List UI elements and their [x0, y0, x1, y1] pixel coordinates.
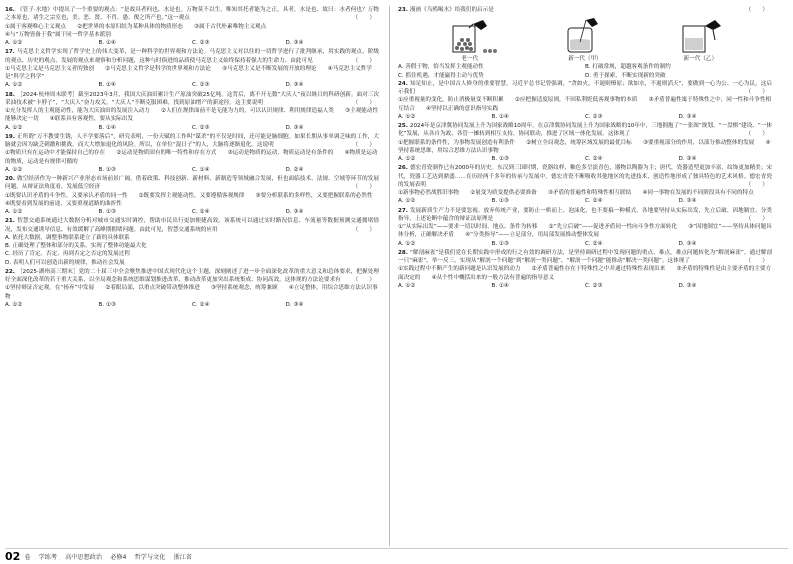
question-26: [398, 164, 772, 205]
question-stem: 发展新质生产力不是要忽视、放弃传统产业，要防止一哄而上、泡沫化，也不要搞一种模式。各地要坚持从实际出发，先立后破、因地制宜、分类指导。上述论断中蕴含的辩证法原理是: [398, 207, 772, 222]
option-b[interactable]: B. 打破常规，超越客观条件的制约: [585, 64, 671, 71]
question-stem-block: [398, 207, 772, 224]
question-18: [5, 91, 379, 132]
options-row: [398, 240, 772, 248]
answer-blank: （ ）: [745, 215, 768, 222]
statement-line: ①物质只有在运动中才能保持自己的存在 ②运动是物质固有的唯一特性和存在方式 ③运动是物质的运动，物质运动是有条件的 ④物质是运动的物质，运动是有规律可循的: [5, 150, 378, 165]
option-a[interactable]: A. ①②: [5, 82, 23, 89]
question-stem: 漫画《乌鸦喝水》给我们的启示是: [409, 7, 494, 13]
answer-blank: （ ）: [352, 142, 375, 148]
option-b[interactable]: B. ①④: [98, 82, 116, 89]
option-a[interactable]: A. ①②: [398, 156, 416, 162]
answer-blank: （ ）: [352, 226, 375, 233]
question-number: 28.: [398, 249, 408, 256]
answer-blank: （ ）: [745, 89, 768, 95]
option-b[interactable]: B. ①④: [98, 124, 116, 131]
options-row: [398, 282, 772, 290]
statement-line: ①把握联系的条件性，为事物发展创造有利条件 ②树立全局观念，统筹区域发展的最优目标 ③要重视部分的作用，以部分推动整体的发展 ④坚持系统思维，用综合思维方法认识事物: [398, 139, 771, 154]
question-number: 27.: [398, 207, 408, 214]
question-stem: 做空经济作为一种新兴产业形态市场前景广阔，借着政策、科技创新、新材料、新制造等领域融合发展，但也面临技术、法规、空域等环节的发展问题。从辩证法角度看，发展低空经济: [5, 176, 379, 191]
options-row: [5, 166, 379, 174]
option-c[interactable]: C. ②④: [192, 209, 210, 215]
option-d[interactable]: D. ③④: [678, 282, 697, 289]
question-20: [5, 175, 384, 216]
question-28: [398, 249, 772, 290]
question-stem-block: [5, 268, 379, 285]
question-stem: 智慧交通系统通过大数据分析对城市交通实时调控，帮助市民出行更加便捷高效。该系统可以通过实时路况信息、车流量等数据预测交通拥堵情况，发布交通诱导信息，有效缓解了高峰期拥堵问题。由此可见，智慧交通系统的应用: [5, 218, 379, 233]
answer-blank: （ ）: [352, 15, 375, 22]
question-stem: 知足知止，是中国古人修身的重要智慧。习近平总书记曾强调，“贪如火，不遏则燎原；欲如水，不遏则滔天”，要做到一心为公、一心为民。这启示我们: [398, 80, 772, 95]
caption-new-b: 新一代（乙）: [683, 56, 718, 63]
question-23: [398, 6, 772, 14]
option-c[interactable]: C. ②③: [585, 113, 603, 120]
question-stem: 《管子·水地》中提出了一个重要的观点：“是故具者何也，水是也。万物莫不以生，唯知其托者能为之正，具者，水是也。故曰：水者何也？万物之本原也，诸生之宗室也，美、恶、贤、不肖、愚、俊之所产也。”这一观点: [5, 7, 379, 22]
question-16: [5, 6, 379, 47]
question-number: 16.: [5, 7, 15, 13]
footer-item: 学练考: [38, 553, 58, 561]
option-b[interactable]: B. ①③: [98, 301, 116, 308]
option-c[interactable]: C. ①④: [192, 166, 210, 173]
crow-pitcher-tilt-icon: [665, 18, 735, 54]
cartoon-panel-new-b: [665, 18, 735, 62]
statement-line: ①马克思主义是马克思主义者的独创 ②马克思主义哲学是科学的世界观和方法论 ③马克思主义是不断发展的开放的理论 ④马克思主义哲学是“科学之科学”: [5, 65, 372, 80]
statement-line: ①新事物必然战胜旧事物 ②量变为质变提供必要准备 ③矛盾的普遍性和特殊性相互联结 ④同一事物在发展的不同阶段具有不同的特点: [398, 190, 754, 196]
question-17: [5, 48, 379, 89]
left-column: [5, 6, 384, 310]
footer-item: 哲学与文化: [134, 553, 166, 561]
option-c[interactable]: C. ②④: [585, 156, 603, 162]
options-row: [5, 81, 379, 89]
option-a[interactable]: A. ①②: [398, 113, 416, 120]
option-d[interactable]: D. ③④: [678, 240, 697, 247]
question-27: [398, 207, 772, 248]
caption-new-a: 新一代（甲）: [568, 56, 602, 63]
answer-blank: （ ）: [352, 57, 375, 64]
option-d[interactable]: D. 勇于探索，不断实现新的突破: [585, 72, 666, 79]
question-stem-block: [398, 164, 772, 189]
option-a[interactable]: A. ①②: [398, 240, 416, 247]
question-stem-block: [398, 80, 772, 97]
question-stem: 2024年是京津冀协同发展上升为国家战略10周年。在京津冀协同发展上升为国家战略的10年中，三地拥抱了“一张图”规划、“一盘棋”建设、“一体化”发展，从各自为政、各管一摊转到相互支持、协同联动，推进了区域一体化发展。这体现了: [398, 123, 772, 138]
option-b[interactable]: B. 正确处理了整体和部分的关系，实现了整体功能最大化: [5, 243, 147, 249]
option-c[interactable]: C. ②④: [585, 198, 603, 205]
cartoon-panel-new-a: [550, 18, 620, 62]
option-a[interactable]: A. ①②: [5, 209, 23, 215]
options-row: [5, 124, 379, 132]
question-number: 23.: [398, 7, 408, 13]
page-footer: [5, 548, 788, 563]
option-b[interactable]: B. ①③: [98, 166, 116, 173]
cartoon-figure: [412, 16, 758, 62]
question-stem-block: [5, 48, 379, 65]
answer-blank: （ ）: [352, 184, 375, 191]
question-stem: “解剖麻雀”是我们党在长期实践中形成的行之有效的调研方法，是坚持调研过程中发现问题的重点、难点，难点问题转化为“解剖麻雀”。通过解剖一只“麻雀”，举一反三，实现从“解剖一个问题”到“解剖一类问题”，“解剖一个问题”能推动“解决一类问题”。这体现了: [398, 249, 772, 264]
question-stem-block: [398, 249, 772, 266]
option-d[interactable]: D. ③④: [285, 40, 304, 46]
answer-blank: （ ）: [352, 99, 375, 106]
question-number: 26.: [398, 165, 408, 172]
option-d[interactable]: D. 表明人们可以创造出新的规律，推动社会发展: [5, 259, 125, 266]
options-row: [5, 234, 379, 267]
option-d[interactable]: D. ③④: [678, 113, 697, 120]
q23-options: [398, 63, 772, 80]
question-number: 21.: [5, 218, 15, 225]
question-stem-block: [5, 133, 379, 150]
question-24: [398, 80, 772, 121]
question-number: 22.: [5, 268, 15, 275]
question-stem-block: [5, 175, 379, 192]
question-25: [398, 122, 772, 163]
option-c[interactable]: C. ②④: [585, 240, 603, 247]
question-stem-block: [5, 91, 379, 108]
option-b[interactable]: B. ①④: [491, 282, 509, 289]
options-row: [5, 301, 379, 309]
question-22: [5, 268, 379, 309]
option-d[interactable]: D. ③④: [678, 156, 697, 162]
option-c[interactable]: C. ②③: [192, 40, 210, 46]
footer-item: 卷: [24, 553, 31, 561]
crow-pitcher-stones-icon: [435, 18, 505, 54]
page-number: 02: [5, 549, 21, 563]
question-number: 19.: [5, 133, 15, 140]
options-row: [398, 155, 772, 163]
question-stem: 马克思主义哲学实现了哲学史上的伟大变革，是一种科学的世界观和方法论。马克思主义对以往的一切哲学进行了批判继承，用实践的观点、阶级的观点、历史的观点、发展的观点来观察和分析问题，这种与时俱进的品质使马克思主义始终保持着强大的生命力。由此可见: [5, 49, 379, 64]
option-a[interactable]: A. ①②: [398, 198, 416, 205]
answer-blank: （ ）: [745, 258, 768, 264]
question-number: 18.: [5, 91, 15, 98]
statement-line: ①实践过程中不断产生的新问题是认识发展的动力 ②矛盾普遍性存在于特殊性之中并通过特殊性表现出来 ③矛盾的特殊性是由主要矛盾的主要方面决定的 ④从个性中概括出来的一般方法有普遍的指导意义: [398, 266, 772, 281]
cartoon-panel-old: [435, 18, 505, 62]
options-row: [398, 197, 772, 205]
option-b[interactable]: B. ①③: [491, 156, 509, 162]
question-stem: ［2024·杭州周末联考］截至2023年3月，我国大庆油田累计生产原油突破25亿吨。这背后，离不开无数“大庆人”夜以继日的科研创新。面对三次采油技术被“卡脖子”，“大庆人”奋力攻关，“大庆人”不断克服困难，找到原油增产的新途径。这主要说明: [5, 91, 379, 106]
option-c[interactable]: C. 抓住机遇，才能赢得主动与优势: [398, 72, 484, 79]
question-number: 17.: [5, 49, 15, 56]
footer-item: 必修4: [110, 553, 127, 561]
option-d[interactable]: D. ③④: [678, 198, 697, 205]
right-questions: [398, 80, 772, 290]
option-a[interactable]: A. ①②: [5, 124, 23, 131]
answer-blank: （ ）: [745, 181, 768, 188]
statement-line: ①属于客观唯心主义观点 ②把世界的本原归结为某种具体的物质形态 ③属于古代朴素唯物主义观点: [5, 23, 267, 30]
option-b[interactable]: B. ①③: [491, 198, 509, 205]
footer-item: 高中思想政治: [65, 553, 103, 561]
option-d[interactable]: D. ③④: [285, 209, 304, 215]
statement-line: ①充分发挥人的主观能动性，能为大庆油田的发展注入动力 ②人们在规律面前不是无能为力的，可以认识规律、利用规律造福人类 ③主观能动性能够决定一切 ④联系具有客观性，要从实际出发: [5, 108, 379, 123]
option-c[interactable]: C. ②③: [192, 82, 210, 89]
question-number: 20.: [5, 176, 15, 182]
option-a[interactable]: A. ①②: [5, 301, 23, 308]
option-b[interactable]: B. ①③: [491, 240, 509, 247]
options-row: [5, 39, 379, 47]
question-stem-block: [398, 122, 772, 139]
option-c[interactable]: C. ②④: [192, 301, 210, 308]
option-d[interactable]: D. ③④: [285, 82, 304, 89]
option-a[interactable]: A. ①②: [5, 166, 23, 173]
option-d[interactable]: D. ③④: [285, 124, 304, 131]
question-21: [5, 217, 379, 267]
option-a[interactable]: A. 依托大数据，调整事物联系建立了新的具体联系: [5, 234, 130, 241]
question-stem-block: [5, 217, 379, 234]
option-a[interactable]: A. 善假于物，恰当发挥主观能动性: [398, 64, 484, 71]
right-column: [398, 6, 772, 291]
question-19: [5, 133, 379, 174]
statement-line: ④与“万物皆备于我”属于同一哲学基本派别: [5, 31, 111, 38]
question-stem-block: [5, 6, 379, 23]
answer-blank: （ ）: [745, 7, 768, 13]
answer-blank: （ ）: [352, 277, 375, 283]
footer-item: 浙江省: [173, 553, 192, 561]
options-row: [5, 208, 379, 216]
statement-line: ①既要认识矛盾的斗争性，又要承认矛盾的同一性 ②既要发挥主观能动性，又要遵循客观规律 ③要分析联系的多样性，又要把握联系的必然性 ④既要看到发展的前途，又要重视道路的曲折性: [5, 192, 384, 207]
option-c[interactable]: C. ②③: [585, 282, 603, 289]
crow-straw-icon: [550, 18, 620, 54]
option-b[interactable]: B. ①③: [98, 209, 116, 215]
option-d[interactable]: D. ②④: [285, 166, 304, 173]
answer-blank: （ ）: [745, 131, 768, 138]
option-a[interactable]: A. ①②: [398, 282, 416, 289]
question-stem: ［2025·湖州高三期末］党的二十届三中全会聚焦推进中国式现代化这个主题，深刻阐述了进一步全面深化改革的重大意义和总体要求，把握处理好全面深化改革的若干重大关系，以全局观念和系统思维谋划推进改革，推动改革更加突出系统集成、协同高效。这体现的方法论要求有: [5, 268, 379, 283]
statement-line: ①“从实际出发”——要求一切以时间、地点、条件为转移 ②“先立后破”——促进矛盾同一性向斗争性方面转化 ③“因地制宜”——坚持具体问题具体分析，正确解决矛盾 ④“分类指导”——立足部分，用局部发展推动整体发展: [398, 224, 772, 239]
option-b[interactable]: B. ①④: [98, 40, 116, 46]
option-c[interactable]: C. 经历了肯定、否定、再到否定之否定的发展过程: [5, 251, 130, 258]
option-b[interactable]: B. ①④: [491, 113, 509, 120]
question-number: 24.: [398, 80, 408, 87]
statement-line: ①应重视量的变化，防止消极量变不断积累 ②应把握适度原则，不因私利贬低客观事物的本质 ③矛盾普遍性寓于特殊性之中，同一性和斗争性相互结合 ④坚持以正确的意识指导实践: [398, 97, 772, 112]
option-d[interactable]: D. ③④: [285, 301, 304, 308]
option-a[interactable]: A. ①②: [5, 40, 23, 46]
question-stem: 正所谓“万不教要生锈，人不学要落后”，研究表明，一份天赋的工作叫“谋杀”的不仅是时间，还可能是脑细胞。如果长期从事单调乏味的工作，大脑就会因为缺乏刺激和挑战，而大大增加退化的风险。所以，在单位“混日子”的人，大脑将逐渐退化。这说明: [5, 133, 379, 148]
options-row: [398, 113, 772, 121]
question-stem: 德宏青瓷制作已有2000年的历史。东汉到三国时期，瓷器纹样，釉色多呈淡青色，器物以陶器为主；唐代，瓷器造型更加丰富，纹饰更加精美；宋代，瓷器工艺达到鼎盛……在历经两千多年的传承与发展中，德宏青瓷不断吸收其他地区的先进技术，创造性地形成了独具特色的艺术风格。德宏青瓷的发展表明: [398, 165, 772, 188]
column-divider: [389, 6, 390, 546]
question-number: 25.: [398, 123, 408, 129]
option-c[interactable]: C. ②③: [192, 124, 210, 131]
statement-line: ①坚持辩证否定观，在“扬弃”中发展 ②着眼局部，以重点突破带动整体推进 ③坚持系统观念，统筹兼顾 ④立足整体，用综合思维方法认识事物: [5, 285, 378, 300]
caption-old: 老一代: [461, 56, 479, 63]
